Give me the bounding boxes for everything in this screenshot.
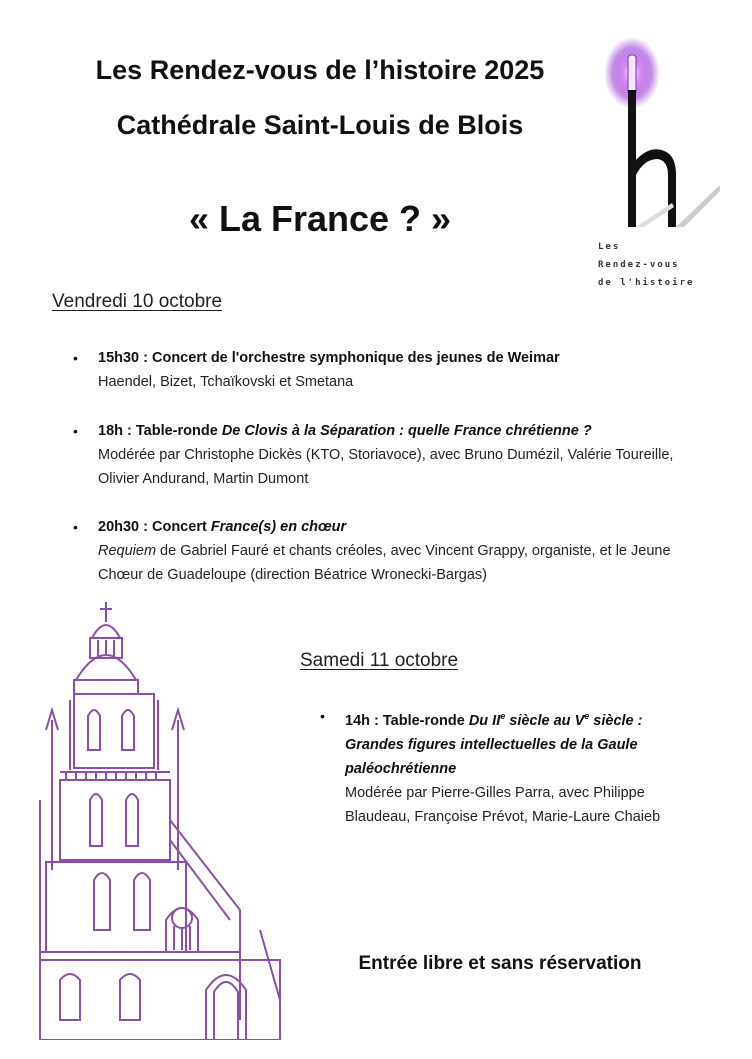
event-heading: 15h30 : Concert de l'orchestre symphonique des jeunes de Weimar <box>98 350 560 366</box>
event-description: Modérée par Pierre-Gilles Parra, avec Philippe Blaudeau, Françoise Prévot, Marie-Laure Chaieb <box>345 784 661 825</box>
bullet-icon: • <box>73 350 78 366</box>
event-heading: 14h : Table-ronde Du IIe siècle au Ve siècle : Grandes figures intellectuelles de la Gaule paléochrétienne <box>345 711 643 777</box>
event-heading: 20h30 : Concert France(s) en chœur <box>98 519 347 535</box>
event-description: Haendel, Bizet, Tchaïkovski et Smetana <box>98 374 354 390</box>
event-item <box>73 515 678 587</box>
event-description: Requiem de Gabriel Fauré et chants créoles, avec Vincent Grappy, organiste, et le Jeune Chœur de Guadeloupe (direction Béatrice Wronecki-Bargas) <box>98 543 671 583</box>
rendez-vous-logo <box>592 35 722 290</box>
logo-text-line2: Rendez-vous <box>598 260 680 270</box>
logo-text-line3: de l'histoire <box>598 278 695 288</box>
theme-title: « La France ? » <box>188 198 452 239</box>
bullet-icon: • <box>320 708 325 724</box>
event-title: Les Rendez-vous de l’histoire 2025 <box>95 55 545 85</box>
day-heading-saturday: Samedi 11 octobre <box>300 650 459 671</box>
event-item <box>73 419 678 491</box>
venue-title: Cathédrale Saint-Louis de Blois <box>116 110 524 140</box>
logo-text-line1: Les <box>598 242 621 252</box>
event-item <box>320 704 690 829</box>
cathedral-icon <box>30 600 290 1040</box>
candle-h-icon <box>592 35 722 235</box>
event-item <box>73 346 698 394</box>
event-description: Modérée par Christophe Dickès (KTO, Storiavoce), avec Bruno Dumézil, Valérie Toureille, Olivier Andurand, Martin Dumont <box>98 447 674 487</box>
cathedral-illustration <box>30 600 290 1040</box>
day-heading-friday: Vendredi 10 octobre <box>52 291 223 312</box>
entry-notice: Entrée libre et sans réservation <box>358 953 642 974</box>
event-heading: 18h : Table-ronde De Clovis à la Séparation : quelle France chrétienne ? <box>98 423 592 439</box>
bullet-icon: • <box>73 423 78 439</box>
bullet-icon: • <box>73 519 78 535</box>
